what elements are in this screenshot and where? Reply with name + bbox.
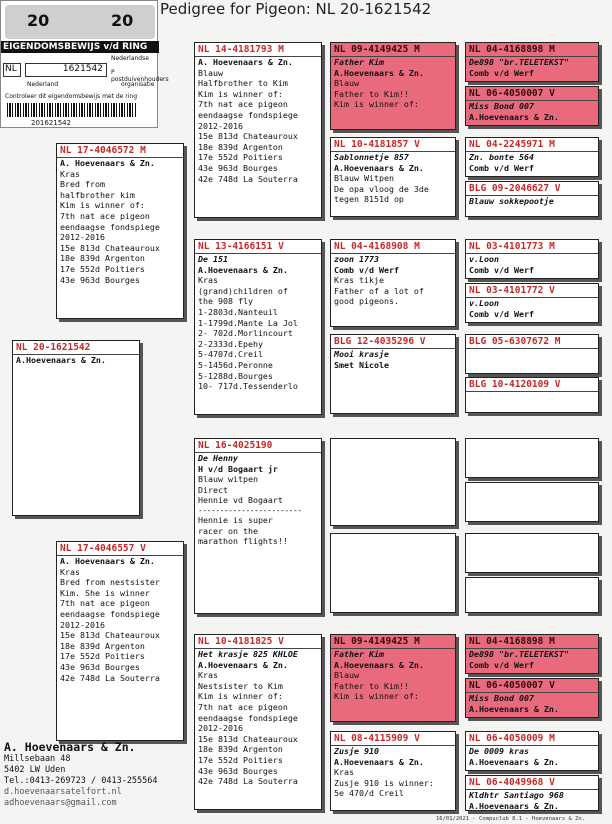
pigeon-box-dsd — [330, 533, 456, 613]
pigeon-info-line: Kras — [198, 275, 218, 286]
pigeon-info-line: Comb v/d Werf — [469, 308, 534, 319]
pigeon-info-line: 43e 963d Bourges — [198, 765, 278, 776]
pigeon-info-line: Kim is winner of: — [60, 200, 145, 211]
pigeon-info-line: Zusje 910 is winner: — [334, 777, 434, 788]
pigeon-box-sire — [56, 143, 184, 319]
pigeon-ring-number: BLG 12-4035296 V — [331, 335, 455, 349]
ring-org-2: P postduivenhouders — [111, 69, 169, 83]
pigeon-box-g12 — [465, 577, 599, 613]
ring-org-3: organisatie — [121, 81, 155, 88]
pigeon-ring-number: NL 13-4166151 V — [195, 240, 321, 254]
pigeon-box-dd — [194, 634, 322, 810]
pigeon-info-line: 7th nat ace pigeon — [198, 701, 288, 712]
pigeon-ring-number: NL 09-4149425 M — [331, 635, 455, 649]
pigeon-box-g6 — [465, 283, 599, 323]
pigeon-info-line: De opa vloog de 3de — [334, 183, 429, 194]
pigeon-info-line: Comb v/d Werf — [469, 162, 534, 173]
pigeon-ring-number: NL 03-4101773 M — [466, 240, 598, 254]
pigeon-ring-number: NL 04-2245971 M — [466, 138, 598, 152]
pigeon-box-g11 — [465, 533, 599, 573]
ring-number-row — [3, 63, 169, 83]
pigeon-info-line: 5-4707d.Creil — [198, 349, 263, 360]
pigeon-ring-number: NL 06-4050009 M — [466, 732, 598, 746]
ring-ownership-card — [0, 0, 169, 128]
pigeon-info-line: Blauw — [334, 670, 359, 681]
pigeon-info-line: Kim. She is winner — [60, 587, 150, 598]
pigeon-ring-number: NL 20-1621542 — [13, 341, 139, 355]
pigeon-info-line: Father to Kim!! — [334, 88, 409, 99]
pigeon-info-line: 5-1456d.Peronne — [198, 359, 273, 370]
pigeon-ring-number: NL 08-4115909 V — [331, 732, 455, 746]
pigeon-box-sds — [330, 239, 456, 327]
pigeon-info-line: 15e 813d Chateauroux — [60, 242, 160, 253]
pigeon-info-line: 2-2333d.Epehy — [198, 338, 263, 349]
pigeon-box-dds — [330, 634, 456, 722]
pigeon-info-line: ------------------------ — [198, 505, 302, 515]
pigeon-info-line: tegen 8151d op — [334, 194, 404, 205]
pigeon-box-g16 — [465, 775, 599, 811]
ring-year-left: 20 — [27, 11, 50, 30]
pigeon-box-sd — [194, 239, 322, 415]
pigeon-info-line: De898 "br.TELETEKST" — [469, 649, 569, 659]
pigeon-info-line: 1-2803d.Nanteuil — [198, 306, 278, 317]
ring-note: Controleer dit eigendomsbewijs met de ring — [5, 93, 138, 100]
pigeon-info-line: 17e 552d Poitiers — [198, 754, 283, 765]
pigeon-info-line: A.Hoevenaars & Zn. — [469, 111, 559, 122]
pigeon-info-line: De898 "br.TELETEKST" — [469, 57, 569, 67]
pigeon-info-line: Father of a lot of — [334, 285, 424, 296]
pigeon-info-line: 43e 963d Bourges — [60, 274, 140, 285]
pigeon-info-line: 1-1799d.Mante La Jol — [198, 317, 298, 328]
pigeon-info-line: H v/d Bogaart jr — [198, 463, 278, 474]
pigeon-info-line: Father to Kim!! — [334, 680, 409, 691]
pigeon-box-ds — [194, 438, 322, 614]
ring-country-name: Nederland — [27, 81, 59, 88]
pigeon-info-line: A.Hoevenaars & Zn. — [334, 67, 424, 78]
pigeon-info-line: A.Hoevenaars & Zn. — [469, 703, 559, 714]
pigeon-ring-number: BLG 09-2046627 V — [466, 182, 598, 196]
pigeon-info-line: Bred from nestsister — [60, 577, 160, 588]
pigeon-ring-number: NL 03-4101772 V — [466, 284, 598, 298]
pigeon-info-line: (grand)children of — [198, 285, 288, 296]
pigeon-info-line: Blauw — [198, 67, 223, 78]
pigeon-info-line: Blauw witpen — [198, 474, 258, 485]
pigeon-info-line: Zn. bonte 564 — [469, 152, 534, 162]
page-title: Pedigree for Pigeon: NL 20-1621542 — [160, 0, 432, 18]
pigeon-info-line: 2012-2016 — [198, 723, 243, 734]
pigeon-info-line: A.Hoevenaars & Zn. — [16, 355, 106, 365]
owner-info — [4, 740, 158, 809]
pigeon-info-line: A. Hoevenaars & Zn. — [198, 57, 293, 67]
ring-org-1: Nederlandse — [111, 55, 149, 62]
pigeon-box-g13 — [465, 634, 599, 674]
pigeon-ring-number: NL 06-4049968 V — [466, 776, 598, 790]
pigeon-info-line: 18e 839d Argenton — [60, 253, 145, 264]
pigeon-info-line: 2012-2016 — [198, 120, 243, 131]
pigeon-box-g7 — [465, 334, 599, 374]
ring-year-right: 20 — [111, 11, 134, 30]
pigeon-info-line: Hennie is super — [198, 514, 273, 525]
pigeon-info-line: Kim is winner of: — [334, 99, 419, 110]
pigeon-info-line: 10- 717d.Tessenderlo — [198, 381, 298, 392]
barcode-number: 201621542 — [31, 119, 72, 127]
pigeon-info-line: 42e 748d La Souterra — [198, 776, 298, 787]
pigeon-info-line: Comb v/d Werf — [469, 67, 534, 78]
pigeon-info-line: 2012-2016 — [60, 232, 105, 243]
pigeon-ring-number: NL 10-4181857 V — [331, 138, 455, 152]
pigeon-info-line: 18e 839d Argenton — [198, 141, 283, 152]
pigeon-info-line: the 908 fly — [198, 296, 253, 307]
pigeon-ring-number: NL 17-4046557 V — [57, 542, 183, 556]
pigeon-info-line: 17e 552d Poitiers — [60, 263, 145, 274]
pigeon-info-line: zoon 1773 — [334, 254, 379, 264]
pigeon-ring-number: NL 09-4149425 M — [331, 43, 455, 57]
pigeon-info-line: Kldhtr Santiago 968 — [469, 790, 564, 800]
pigeon-info-line: A.Hoevenaars & Zn. — [469, 800, 559, 811]
pigeon-box-g2 — [465, 86, 599, 126]
pigeon-info-line: De 151 — [198, 254, 228, 264]
pigeon-info-line: De Henny — [198, 453, 238, 463]
owner-city: 5402 LW Uden — [4, 765, 66, 775]
pigeon-info-line: Blauw — [334, 78, 359, 89]
pigeon-info-line: 15e 813d Chateauroux — [60, 630, 160, 641]
pigeon-box-g8 — [465, 377, 599, 413]
pigeon-box-ss — [194, 42, 322, 218]
pigeon-info-line: 2- 702d.Morlincourt — [198, 328, 293, 339]
pigeon-info-line: 15e 813d Chateauroux — [198, 733, 298, 744]
pigeon-info-line: Kras — [60, 566, 80, 577]
pigeon-ring-number: NL 06-4050007 V — [466, 679, 598, 693]
pigeon-box-ssd — [330, 137, 456, 217]
pigeon-info-line: 7th nat ace pigeon — [60, 598, 150, 609]
pigeon-info-line: racer on the — [198, 525, 258, 536]
pigeon-info-line: Kras tikje — [334, 275, 384, 286]
pigeon-info-line: Comb v/d Werf — [469, 264, 534, 275]
pigeon-info-line: A. Hoevenaars & Zn. — [60, 556, 155, 566]
ring-country: NL — [3, 63, 21, 77]
pigeon-info-line: Sablonnetje 857 — [334, 152, 409, 162]
pigeon-info-line: marathon flights!! — [198, 536, 288, 547]
pigeon-info-line: v.Loon — [469, 298, 499, 308]
pigeon-box-g9 — [465, 438, 599, 478]
pigeon-info-line: eendaagse fondspiege — [198, 109, 298, 120]
owner-web: d.hoevenaarsatelfort.nl — [4, 787, 122, 797]
pigeon-info-line: 43e 963d Bourges — [60, 661, 140, 672]
pigeon-info-line: eendaagse fondspiege — [198, 712, 298, 723]
pigeon-info-line: Blauw Witpen — [334, 173, 394, 184]
pigeon-info-line: Kim is winner of: — [334, 691, 419, 702]
pigeon-info-line: Nestsister to Kim — [198, 680, 283, 691]
pigeon-ring-number: NL 04-4168898 M — [466, 43, 598, 57]
pigeon-box-main — [12, 340, 140, 516]
pigeon-box-g4 — [465, 181, 599, 217]
pigeon-info-line: A.Hoevenaars & Zn. — [198, 264, 288, 275]
pigeon-info-line: Halfbrother to Kim — [198, 78, 288, 89]
pigeon-info-line: A.Hoevenaars & Zn. — [469, 756, 559, 767]
ring-image — [5, 5, 155, 39]
pigeon-info-line: 7th nat ace pigeon — [198, 99, 288, 110]
pigeon-info-line: 43e 963d Bourges — [198, 162, 278, 173]
pigeon-info-line: Bred from — [60, 179, 105, 190]
pigeon-info-line: 5e 470/d Creil — [334, 788, 404, 799]
pigeon-info-line: v.Loon — [469, 254, 499, 264]
pigeon-info-line: 7th nat ace pigeon — [60, 210, 150, 221]
pigeon-box-ddd — [330, 731, 456, 811]
pigeon-info-line: 17e 552d Poitiers — [60, 651, 145, 662]
pigeon-info-line: Comb v/d Werf — [469, 659, 534, 670]
pigeon-info-line: 42e 748d La Souterra — [60, 672, 160, 683]
pigeon-info-line: De 0009 kras — [469, 746, 529, 756]
pigeon-info-line: Miss Bond 007 — [469, 693, 534, 703]
pigeon-info-line: A.Hoevenaars & Zn. — [334, 756, 424, 767]
pigeon-ring-number: NL 06-4050007 V — [466, 87, 598, 101]
pigeon-info-line: 18e 839d Argenton — [198, 744, 283, 755]
pigeon-info-line: Father Kim — [334, 649, 384, 659]
pigeon-info-line: 42e 748d La Souterra — [198, 173, 298, 184]
pigeon-info-line: 15e 813d Chateauroux — [198, 131, 298, 142]
pigeon-info-line: Mooi krasje — [334, 349, 389, 359]
pigeon-info-line: Zusje 910 — [334, 746, 379, 756]
pigeon-ring-number: BLG 10-4120109 V — [466, 378, 598, 392]
pigeon-box-g1 — [465, 42, 599, 82]
pigeon-ring-number: NL 14-4181793 M — [195, 43, 321, 57]
pigeon-info-line: A.Hoevenaars & Zn. — [334, 162, 424, 173]
pigeon-info-line: Father Kim — [334, 57, 384, 67]
pigeon-box-g3 — [465, 137, 599, 177]
pigeon-box-g5 — [465, 239, 599, 279]
ring-label: EIGENDOMSBEWIJS v/d RING — [1, 41, 159, 53]
pigeon-info-line: Hennie vd Bogaart — [198, 495, 283, 506]
owner-name: A. Hoevenaars & Zn. — [4, 740, 136, 754]
pigeon-info-line: A.Hoevenaars & Zn. — [334, 659, 424, 670]
owner-phone: Tel.:0413-269723 / 0413-255564 — [4, 776, 158, 786]
pigeon-info-line: Comb v/d Werf — [334, 264, 399, 275]
owner-street: Millsebaan 48 — [4, 754, 71, 764]
pigeon-ring-number: NL 10-4181825 V — [195, 635, 321, 649]
pigeon-box-g10 — [465, 482, 599, 522]
pigeon-info-line: A. Hoevenaars & Zn. — [60, 158, 155, 168]
pigeon-info-line: A.Hoevenaars & Zn. — [198, 659, 288, 670]
owner-email: adhoevenaars@gmail.com — [4, 798, 117, 808]
pigeon-info-line: 2012-2016 — [60, 619, 105, 630]
pigeon-info-line: Kras — [334, 767, 354, 778]
pigeon-info-line: 17e 552d Poitiers — [198, 152, 283, 163]
pigeon-ring-number: NL 04-4168898 M — [466, 635, 598, 649]
pigeon-info-line: Direct — [198, 484, 228, 495]
pigeon-info-line: eendaagse fondspiege — [60, 608, 160, 619]
pigeon-ring-number: NL 16-4025190 — [195, 439, 321, 453]
pigeon-ring-number: BLG 05-6307672 M — [466, 335, 598, 349]
footer-text: 16/01/2021 - Compuclub 8.1 - Hoevenaars & Zn. — [436, 816, 586, 822]
pigeon-ring-number: NL 04-4168908 M — [331, 240, 455, 254]
pigeon-box-g15 — [465, 731, 599, 771]
pigeon-info-line: Het krasje 825 KHLOE — [198, 649, 298, 659]
pigeon-info-line: good pigeons. — [334, 296, 399, 307]
pigeon-box-sss — [330, 42, 456, 130]
pigeon-box-dam — [56, 541, 184, 741]
pigeon-box-g14 — [465, 678, 599, 718]
pigeon-info-line: Blauw sokkepootje — [469, 196, 554, 206]
pigeon-info-line: Kim is winner of: — [198, 691, 283, 702]
barcode — [7, 103, 137, 117]
pigeon-ring-number: NL 17-4046572 M — [57, 144, 183, 158]
pigeon-info-line: halfbrother kim — [60, 189, 135, 200]
pigeon-info-line: Kras — [198, 670, 218, 681]
pigeon-box-sdd — [330, 334, 456, 414]
pigeon-info-line: Kim is winner of: — [198, 88, 283, 99]
pigeon-info-line: Kras — [60, 168, 80, 179]
pigeon-info-line: Smet Nicole — [334, 359, 389, 370]
pigeon-info-line: 18e 839d Argenton — [60, 640, 145, 651]
pigeon-info-line: 5-1288d.Bourges — [198, 370, 273, 381]
ring-number: 1621542 — [25, 63, 107, 77]
pigeon-info-line: Miss Bond 007 — [469, 101, 534, 111]
pigeon-box-dss — [330, 438, 456, 526]
pigeon-info-line: eendaagse fondspiege — [60, 221, 160, 232]
